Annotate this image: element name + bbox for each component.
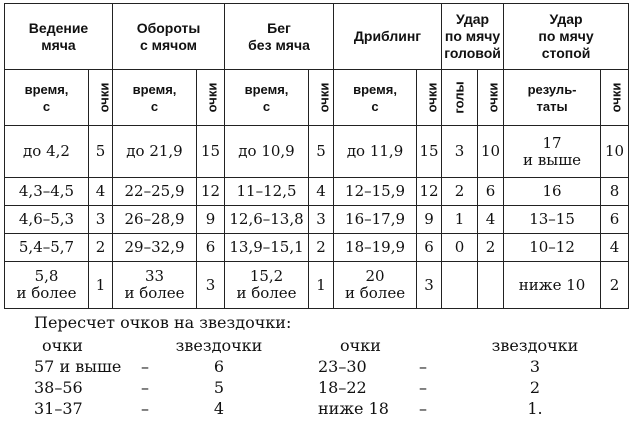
dash: – [141,399,149,418]
cell-dribbling-time: 18–19,9 [334,234,417,262]
subheader-points: очки [309,70,334,126]
stars-value: 6 [213,357,225,376]
cell-points: 15 [197,126,225,178]
conversion-table [34,335,624,419]
table-row [5,206,629,234]
cell-dribble-run-time: 5,8 и более [5,262,89,309]
points-range: 31–37 [34,399,83,418]
cell-turns-time: 22–25,9 [113,178,197,206]
stars-value: 2 [529,378,541,397]
cell-turns-time: до 21,9 [113,126,197,178]
cell-points: 15 [417,126,442,178]
header-run-without-ball: Бег без мяча [225,4,334,70]
dash: – [419,378,427,397]
cell-dribbling-time: 20 и более [334,262,417,309]
header-dribble-run: Ведение мяча [5,4,113,70]
cell-run-time: до 10,9 [225,126,309,178]
header-foot-shot: Удар по мячу стопой [504,4,629,70]
col-stars-label: звездочки [491,336,579,355]
cell-points: 2 [89,234,113,262]
cell-points: 2 [601,262,629,309]
norms-table [4,3,629,309]
cell-points: 8 [601,178,629,206]
conversion-row [34,377,624,398]
cell-points: 10 [601,126,629,178]
cell-goals [442,262,478,309]
stars-value: 1. [527,399,543,418]
cell-points: 6 [417,234,442,262]
cell-points: 4 [309,178,334,206]
cell-points: 4 [601,234,629,262]
cell-points: 2 [309,234,334,262]
dash: – [141,357,149,376]
subheader-points: очки [601,70,629,126]
cell-dribble-run-time: 4,3–4,5 [5,178,89,206]
header-row [5,4,629,70]
cell-dribbling-time: 16–17,9 [334,206,417,234]
dash: – [419,399,427,418]
cell-run-time: 13,9–15,1 [225,234,309,262]
subheader-points: очки [478,70,504,126]
table-row [5,178,629,206]
cell-run-time: 11–12,5 [225,178,309,206]
cell-points: 3 [309,206,334,234]
dash: – [141,378,149,397]
subheader-goals: голы [442,70,478,126]
cell-points: 4 [478,206,504,234]
conversion-header-row [34,335,624,356]
subheader-points: очки [89,70,113,126]
stars-value: 3 [529,357,541,376]
cell-points: 9 [197,206,225,234]
cell-dribble-run-time: до 4,2 [5,126,89,178]
cell-foot-shot-result: 16 [504,178,601,206]
col-stars-label: звездочки [175,336,263,355]
cell-points: 6 [197,234,225,262]
table-row [5,126,629,178]
cell-goals: 2 [442,178,478,206]
cell-turns-time: 33 и более [113,262,197,309]
cell-points: 12 [197,178,225,206]
cell-points: 3 [197,262,225,309]
cell-turns-time: 29–32,9 [113,234,197,262]
cell-points [478,262,504,309]
subheader-points: очки [197,70,225,126]
cell-dribble-run-time: 4,6–5,3 [5,206,89,234]
points-range: 18–22 [318,378,367,397]
conversion-row [34,398,624,419]
subheader-time: время, с [5,70,89,126]
cell-foot-shot-result: 17 и выше [504,126,601,178]
col-points-label: очки [42,336,83,355]
cell-goals: 0 [442,234,478,262]
cell-run-time: 12,6–13,8 [225,206,309,234]
table-row [5,234,629,262]
cell-points: 9 [417,206,442,234]
conversion-row [34,356,624,377]
cell-foot-shot-result: ниже 10 [504,262,601,309]
subheader-time: время, с [334,70,417,126]
conversion-title: Пересчет очков на звездочки: [34,313,292,332]
cell-foot-shot-result: 10–12 [504,234,601,262]
cell-points: 10 [478,126,504,178]
points-range: 57 и выше [34,357,122,376]
cell-points: 1 [309,262,334,309]
points-range: ниже 18 [318,399,389,418]
points-range: 38–56 [34,378,83,397]
cell-points: 3 [89,206,113,234]
points-range: 23–30 [318,357,367,376]
cell-goals: 1 [442,206,478,234]
subheader-points: очки [417,70,442,126]
cell-points: 5 [89,126,113,178]
subheader-time: время, с [113,70,197,126]
subheader-results: резуль- таты [504,70,601,126]
cell-points: 5 [309,126,334,178]
subheader-time: время, с [225,70,309,126]
header-dribbling: Дриблинг [334,4,442,70]
col-points-label: очки [340,336,381,355]
subheader-row [5,70,629,126]
cell-points: 6 [601,206,629,234]
cell-points: 3 [417,262,442,309]
cell-run-time: 15,2 и более [225,262,309,309]
cell-points: 2 [478,234,504,262]
table-row [5,262,629,309]
cell-dribble-run-time: 5,4–5,7 [5,234,89,262]
cell-points: 1 [89,262,113,309]
header-turns-with-ball: Обороты с мячом [113,4,225,70]
stars-value: 5 [213,378,225,397]
cell-dribbling-time: 12–15,9 [334,178,417,206]
cell-dribbling-time: до 11,9 [334,126,417,178]
cell-points: 4 [89,178,113,206]
cell-points: 12 [417,178,442,206]
cell-turns-time: 26–28,9 [113,206,197,234]
stars-conversion [34,311,624,419]
cell-foot-shot-result: 13–15 [504,206,601,234]
cell-goals: 3 [442,126,478,178]
dash: – [419,357,427,376]
stars-value: 4 [213,399,225,418]
header-header-shot: Удар по мячу головой [442,4,504,70]
cell-points: 6 [478,178,504,206]
